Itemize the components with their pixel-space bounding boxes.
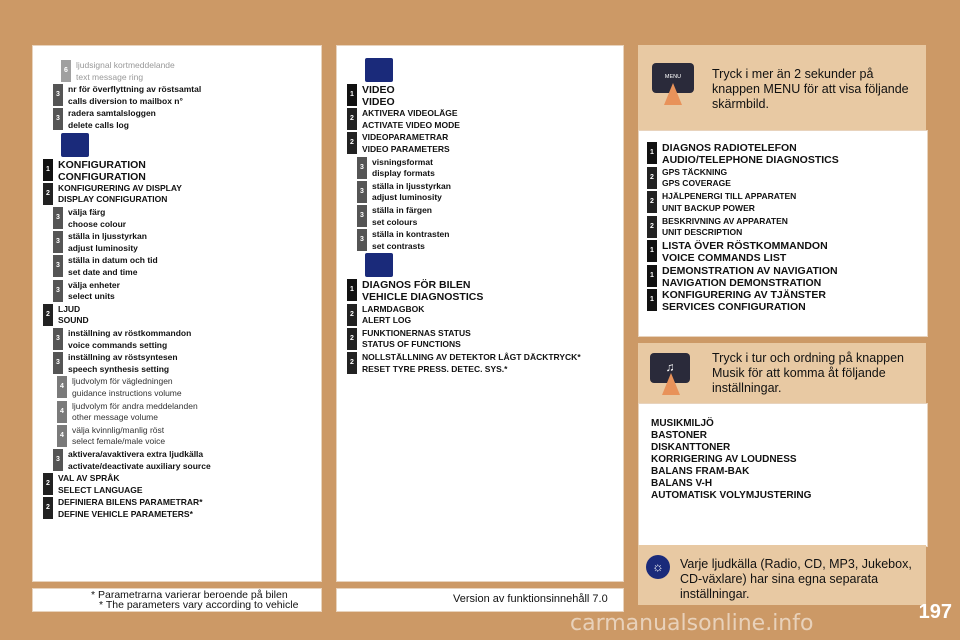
footnote-english: * The parameters vary according to vehicle <box>99 599 299 611</box>
menu-item-text <box>372 205 432 228</box>
menu-item-line: delete calls log <box>68 119 129 130</box>
menu-item-line: CONFIGURATION <box>58 170 146 183</box>
menu-item-line: HJÄLPENERGI TILL APPARATEN <box>662 191 797 201</box>
menu-item-line: DIAGNOS RADIOTELEFON <box>662 142 797 154</box>
level-badge: 3 <box>53 449 63 471</box>
menu-instruction-box <box>638 45 926 130</box>
music-setting-item: AUTOMATISK VOLYMJUSTERING <box>651 490 812 501</box>
menu-item-text <box>362 132 450 155</box>
press-arrow-icon <box>664 83 682 105</box>
menu-item-text <box>362 304 424 327</box>
level-badge: 3 <box>53 328 63 350</box>
level-badge: 3 <box>53 255 63 277</box>
menu-item-line: DEFINE VEHICLE PARAMETERS* <box>58 508 193 519</box>
menu-item-text <box>662 167 731 190</box>
menu-item-line: voice commands setting <box>68 339 168 350</box>
menu-item-text <box>362 108 460 131</box>
menu-item-text <box>68 231 147 254</box>
menu-item-text <box>68 449 211 472</box>
menu-item-text <box>58 473 143 496</box>
menu-item-line: VIDEOPARAMETRAR <box>362 132 449 143</box>
middle-menu-panel <box>336 45 624 582</box>
level-badge: 1 <box>347 279 357 301</box>
music-setting-item: BALANS V-H <box>651 478 713 489</box>
level-badge: 3 <box>53 207 63 229</box>
level-badge: 1 <box>647 265 657 287</box>
menu-item-line: LISTA ÖVER RÖSTKOMMANDON <box>662 240 828 252</box>
menu-item-text <box>68 352 178 375</box>
menu-item-line: NAVIGATION DEMONSTRATION <box>662 276 822 289</box>
menu-item <box>43 497 203 520</box>
menu-item-line: UNIT BACKUP POWER <box>662 202 755 213</box>
music-instruction-line: inställningar. <box>712 381 782 395</box>
menu-item-line: STATUS OF FUNCTIONS <box>362 339 461 350</box>
left-footnote-panel <box>32 588 322 612</box>
menu-item-line: other message volume <box>72 412 158 423</box>
menu-item-line: speech synthesis setting <box>68 363 170 374</box>
menu-item <box>43 183 182 206</box>
menu-item <box>347 304 424 327</box>
menu-item-text <box>362 279 483 303</box>
footnote-swedish: * Parametrarna varierar beroende på bilen <box>91 589 288 601</box>
menu-item-line: adjust luminosity <box>372 192 442 203</box>
level-badge: 4 <box>57 425 67 447</box>
menu-item-line: SERVICES CONFIGURATION <box>662 301 806 313</box>
menu-item-line: radera samtalsloggen <box>68 108 156 119</box>
music-instruction-line: Musik för att komma åt följande <box>712 366 886 380</box>
menu-item-line: NOLLSTÄLLNING AV DETEKTOR LÅGT DÄCKTRYCK* <box>362 352 581 362</box>
video-icon <box>365 58 393 82</box>
menu-item-text <box>68 207 126 230</box>
menu-item-text <box>68 280 120 303</box>
menu-item-text <box>662 142 839 166</box>
level-badge: 3 <box>357 181 367 203</box>
level-badge: 3 <box>357 229 367 251</box>
diagnostics-panel <box>638 130 928 337</box>
level-badge: 3 <box>357 157 367 179</box>
menu-item-line: inställning av röstsyntesen <box>68 352 178 363</box>
menu-item-line: activate/deactivate auxiliary source <box>68 460 211 471</box>
menu-item-text <box>72 376 182 399</box>
menu-item <box>357 205 432 228</box>
menu-item-line: set contrasts <box>372 240 425 251</box>
menu-item-line: SOUND <box>58 315 89 326</box>
level-badge: 2 <box>647 191 657 213</box>
menu-item-line: calls diversion to mailbox n° <box>68 95 183 106</box>
menu-item-text <box>362 328 471 351</box>
menu-instruction-line: skärmbild. <box>712 97 769 111</box>
page-number: 197 <box>918 601 952 623</box>
menu-item-line: select female/male voice <box>72 436 166 447</box>
menu-item-line: set colours <box>372 216 418 227</box>
level-badge: 2 <box>347 304 357 326</box>
menu-item <box>61 60 175 83</box>
level-badge: 3 <box>53 84 63 106</box>
music-instruction-text <box>712 351 904 396</box>
menu-item-line: text message ring <box>76 71 144 82</box>
menu-item <box>57 401 198 424</box>
menu-item-line: VIDEO <box>362 96 395 108</box>
level-badge: 3 <box>53 231 63 253</box>
level-badge: 6 <box>61 60 71 82</box>
music-button-icon: ♫ <box>650 353 690 383</box>
level-badge: 3 <box>53 280 63 302</box>
menu-item-line: ställa in kontrasten <box>372 229 450 240</box>
menu-item-line: DISPLAY CONFIGURATION <box>58 194 168 205</box>
menu-button-label: MENU <box>664 74 682 80</box>
menu-instruction-line: knappen MENU för att visa följande <box>712 82 909 96</box>
menu-item-line: ALERT LOG <box>362 315 412 326</box>
press-arrow-icon <box>662 373 680 395</box>
level-badge: 3 <box>53 108 63 130</box>
menu-item-text <box>662 240 828 264</box>
menu-item-line: ställa in ljusstyrkan <box>68 231 147 242</box>
menu-item-line: ställa in ljusstyrkan <box>372 180 451 191</box>
menu-item <box>53 84 201 107</box>
menu-item <box>347 132 450 155</box>
level-badge: 1 <box>647 289 657 311</box>
left-menu-panel <box>32 45 322 582</box>
menu-item-line: choose colour <box>68 218 127 229</box>
menu-item-line: ställa in färgen <box>372 205 432 215</box>
sun-note-icon: ☼ <box>646 555 670 579</box>
menu-item-line: DEMONSTRATION AV NAVIGATION <box>662 264 838 277</box>
menu-item-text <box>662 191 796 214</box>
music-settings-panel <box>638 403 928 547</box>
menu-item <box>357 181 451 204</box>
menu-item-text <box>362 352 581 375</box>
menu-item-text <box>72 401 198 424</box>
menu-item-line: LARMDAGBOK <box>362 303 425 314</box>
menu-item <box>647 167 731 190</box>
menu-item-line: RESET TYRE PRESS. DETEC. SYS.* <box>362 363 508 374</box>
menu-item <box>647 265 838 289</box>
menu-item-text <box>58 304 89 327</box>
menu-item-line: aktivera/avaktivera extra ljudkälla <box>68 449 204 459</box>
menu-item-text <box>662 265 838 289</box>
note-line: CD-växlare) har sina egna separata <box>680 572 879 586</box>
menu-item-line: välja kvinnlig/manlig röst <box>72 424 165 435</box>
menu-item-line: LJUD <box>58 303 81 314</box>
version-note: Version av funktionsinnehåll 7.0 <box>453 593 608 605</box>
music-settings-list <box>651 418 811 502</box>
menu-item-line: KONFIGURATION <box>58 158 146 171</box>
menu-item <box>57 425 165 448</box>
note-line: inställningar. <box>680 587 750 601</box>
music-instruction-line: Tryck i tur och ordning på knappen <box>712 351 905 365</box>
menu-item-text <box>68 108 156 131</box>
menu-item-text <box>372 157 435 180</box>
diagnostics-icon <box>365 253 393 277</box>
menu-item-text <box>372 181 451 204</box>
menu-item-line: välja färg <box>68 207 106 217</box>
level-badge: 2 <box>43 304 53 326</box>
level-badge: 2 <box>347 132 357 154</box>
note-line: Varje ljudkälla (Radio, CD, MP3, Jukebox, <box>680 557 912 571</box>
menu-item-line: set date and time <box>68 266 138 277</box>
menu-item-line: VIDEO <box>362 84 395 96</box>
menu-item <box>43 304 89 327</box>
menu-item-line: ljudvolym för andra meddelanden <box>72 400 198 411</box>
menu-item <box>647 240 828 264</box>
menu-item-text <box>662 216 788 239</box>
level-badge: 1 <box>347 84 357 106</box>
menu-item <box>43 159 146 183</box>
menu-instruction-line: Tryck i mer än 2 sekunder på <box>712 67 874 81</box>
music-setting-item: MUSIKMILJÖ <box>651 418 714 429</box>
menu-item-line: VOICE COMMANDS LIST <box>662 252 787 264</box>
level-badge: 2 <box>347 108 357 130</box>
menu-item <box>53 449 211 472</box>
menu-item-line: KONFIGURERING AV DISPLAY <box>58 182 182 193</box>
menu-item-line: inställning av röstkommandon <box>68 328 192 338</box>
menu-item-text <box>372 229 449 252</box>
menu-item-text <box>68 84 201 107</box>
note-box <box>638 545 926 605</box>
menu-item-text <box>58 183 182 206</box>
level-badge: 2 <box>43 183 53 205</box>
menu-item-line: BESKRIVNING AV APPARATEN <box>662 215 788 226</box>
level-badge: 2 <box>43 497 53 519</box>
menu-item-text <box>58 159 146 183</box>
menu-item-line: ljudvolym för vägledningen <box>72 376 173 387</box>
menu-item-line: välja enheter <box>68 279 120 290</box>
menu-item <box>647 142 839 166</box>
menu-item-text <box>362 84 395 108</box>
menu-item <box>647 191 796 214</box>
menu-item <box>43 473 143 496</box>
menu-item-line: VAL AV SPRÅK <box>58 473 120 484</box>
menu-item <box>357 229 449 252</box>
level-badge: 3 <box>53 352 63 374</box>
level-badge: 2 <box>43 473 53 495</box>
menu-item-line: adjust luminosity <box>68 242 138 253</box>
menu-item-text <box>68 328 191 351</box>
menu-item <box>53 352 178 375</box>
level-badge: 2 <box>347 328 357 350</box>
music-setting-item: BALANS FRAM-BAK <box>651 466 750 477</box>
menu-item-line: ställa in datum och tid <box>68 255 158 266</box>
middle-footnote-panel <box>336 588 624 612</box>
music-instruction-box <box>638 343 926 403</box>
menu-item-line: FUNKTIONERNAS STATUS <box>362 327 471 338</box>
level-badge: 1 <box>647 240 657 262</box>
menu-item <box>53 280 120 303</box>
menu-item <box>57 376 182 399</box>
menu-item-line: KONFIGURERING AV TJÄNSTER <box>662 289 826 301</box>
menu-item-line: DEFINIERA BILENS PARAMETRAR* <box>58 497 203 508</box>
note-text <box>680 557 912 602</box>
menu-item-line: AKTIVERA VIDEOLÄGE <box>362 108 458 119</box>
level-badge: 2 <box>647 167 657 189</box>
menu-item <box>347 352 581 375</box>
menu-item-text <box>68 255 158 278</box>
menu-item-text <box>72 425 165 448</box>
menu-item-text <box>662 289 826 313</box>
menu-item <box>53 108 156 131</box>
menu-item-line: display formats <box>372 168 435 179</box>
menu-item <box>357 157 435 180</box>
level-badge: 4 <box>57 376 67 398</box>
music-setting-item: KORRIGERING AV LOUDNESS <box>651 454 797 465</box>
menu-item <box>347 328 471 351</box>
watermark: carmanualsonline.info <box>570 611 814 636</box>
level-badge: 2 <box>647 216 657 238</box>
menu-item-line: nr för överflyttning av röstsamtal <box>68 84 202 95</box>
menu-item-line: UNIT DESCRIPTION <box>662 227 743 237</box>
menu-item-text <box>76 60 175 83</box>
music-setting-item: BASTONER <box>651 430 707 441</box>
menu-item-line: ljudsignal kortmeddelande <box>76 60 175 70</box>
menu-item <box>53 231 147 254</box>
menu-item <box>347 279 483 303</box>
level-badge: 1 <box>647 142 657 164</box>
menu-item <box>647 216 788 239</box>
music-setting-item: DISKANTTONER <box>651 442 731 453</box>
level-badge: 3 <box>357 205 367 227</box>
menu-item <box>53 207 126 230</box>
menu-item <box>347 108 460 131</box>
menu-item-line: VEHICLE DIAGNOSTICS <box>362 291 484 304</box>
menu-item-line: GPS TÄCKNING <box>662 166 728 177</box>
configuration-icon <box>61 133 89 157</box>
menu-item-line: VIDEO PARAMETERS <box>362 143 450 154</box>
menu-item <box>53 328 191 351</box>
level-badge: 1 <box>43 159 53 181</box>
menu-item <box>347 84 395 108</box>
menu-item-line: visningsformat <box>372 156 433 167</box>
menu-item-line: SELECT LANGUAGE <box>58 484 143 495</box>
menu-item-line: DIAGNOS FÖR BILEN <box>362 279 471 292</box>
menu-instruction-text <box>712 67 909 112</box>
menu-item-line: GPS COVERAGE <box>662 178 731 188</box>
menu-item-line: AUDIO/TELEPHONE DIAGNOSTICS <box>662 154 839 166</box>
menu-item-text <box>58 497 203 520</box>
menu-item-line: ACTIVATE VIDEO MODE <box>362 119 460 130</box>
menu-item <box>647 289 826 313</box>
menu-item-line: select units <box>68 291 115 302</box>
menu-item-line: guidance instructions volume <box>72 387 182 398</box>
menu-item <box>53 255 158 278</box>
level-badge: 2 <box>347 352 357 374</box>
level-badge: 4 <box>57 401 67 423</box>
